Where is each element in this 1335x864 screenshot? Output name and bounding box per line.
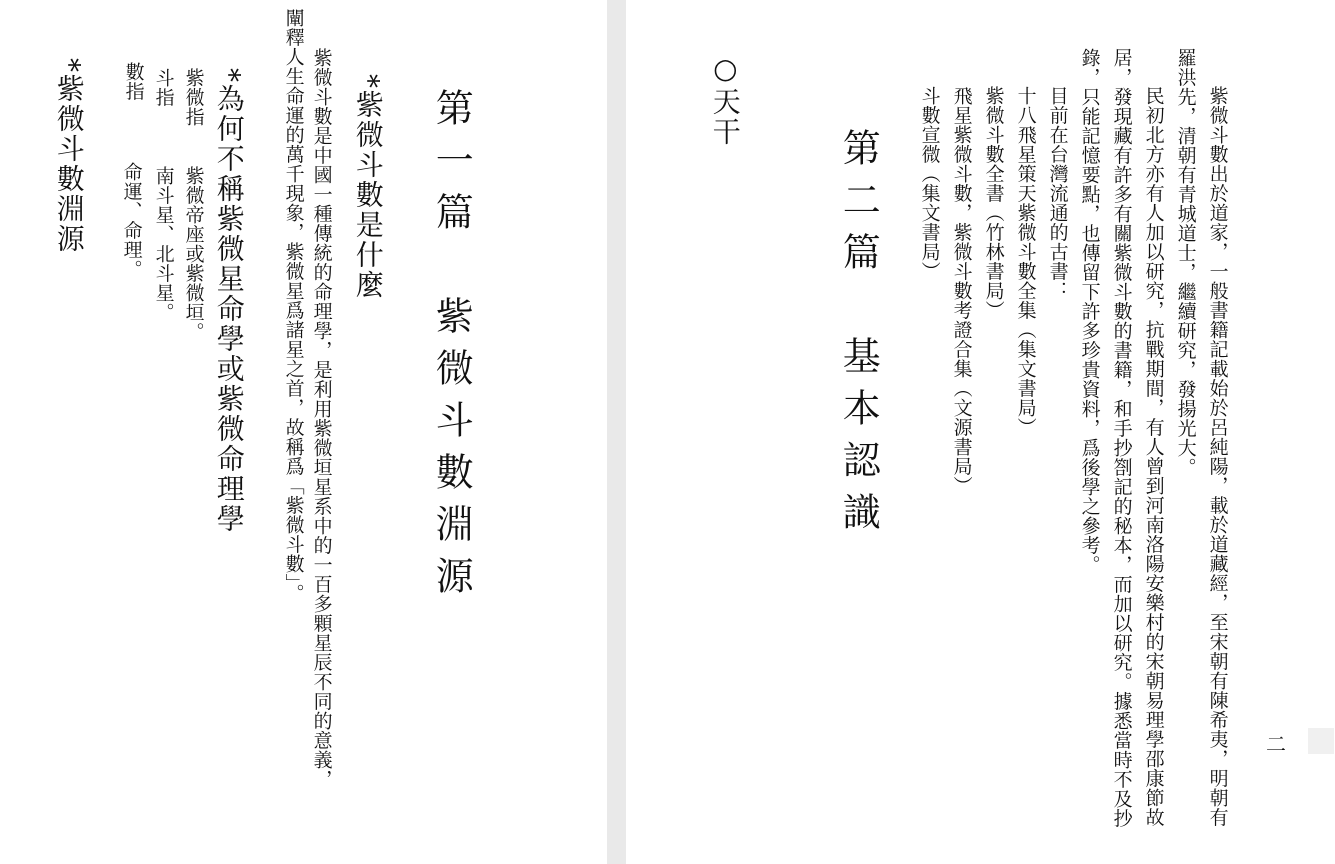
- section1-line2: 闡釋人生命運的萬千現象，紫微星爲諸星之首，故稱爲「紫微斗數」。: [282, 8, 305, 603]
- definition-shu-term: 數指: [122, 62, 145, 101]
- para2-line2: 居，發現藏有許多有關紫微斗數的書籍，和手抄劄記的秘本，而加以研究。據悉當時不及抄: [1110, 48, 1133, 828]
- book-item-3: 飛星紫微斗數，紫微斗數考證合集（文源書局）: [950, 86, 973, 496]
- section-heading-origins: *紫微斗數淵源: [52, 58, 86, 254]
- book-item-1: 十八飛星策天紫微斗數全集（集文書局）: [1014, 86, 1037, 437]
- para1-line2: 羅洪先，清朝有青城道士，繼續研究，發揚光大。: [1174, 48, 1197, 477]
- page-number: 二: [1266, 732, 1286, 756]
- page-gutter: [607, 0, 626, 864]
- chapter-one-title: 第一篇 紫微斗數淵源: [429, 88, 474, 608]
- book-item-4: 斗數宣微（集文書局）: [918, 86, 941, 281]
- para1-line1: 紫微斗數出於道家，一般書籍記載始於呂純陽，載於道藏經，至宋朝有陳希夷，明朝有: [1206, 86, 1229, 827]
- definition-dou-value: 南斗星、北斗星。: [152, 166, 175, 322]
- para2-line3: 錄，只能記憶要點，也傳留下許多珍貴資料，爲後學之參考。: [1078, 48, 1101, 575]
- section1-line1: 紫微斗數是中國一種傳統的命理學，是利用紫微垣星系中的一百多顆星辰不同的意義，: [310, 48, 333, 789]
- scan-mark: [1308, 728, 1334, 754]
- para3-intro: 目前在台灣流通的古書：: [1046, 86, 1069, 301]
- section-heading-why-not: *為何不稱紫微星命學或紫微命理學: [212, 68, 246, 534]
- definition-ziwei-value: 紫微帝座或紫微垣。: [182, 166, 205, 342]
- chapter-two-title: 第二篇 基本認識: [836, 128, 881, 544]
- book-item-2: 紫微斗數全書（竹林書局）: [982, 86, 1005, 320]
- definition-ziwei-term: 紫微指: [182, 68, 205, 127]
- left-page: [0, 0, 607, 864]
- heavenly-stems-heading: ○天干: [708, 52, 742, 147]
- definition-shu-value: 命運、命理。: [120, 162, 143, 279]
- definition-dou-term: 斗指: [152, 68, 175, 107]
- right-page: [626, 0, 1335, 864]
- para2-line1: 民初北方亦有人加以研究，抗戰期間，有人曾到河南洛陽安樂村的宋朝易理學邵康節故: [1142, 86, 1165, 827]
- section-heading-what-is-ziwei: *紫微斗數是什麼: [351, 74, 385, 300]
